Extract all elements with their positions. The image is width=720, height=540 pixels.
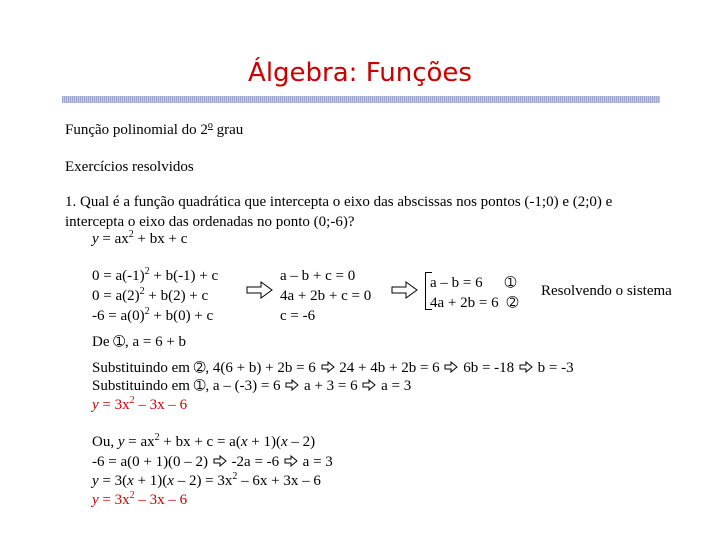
system-equation-2: 4a + 2b = 6 ➁	[430, 295, 519, 311]
implies-arrow-icon	[519, 361, 533, 373]
implies-arrow-icon	[391, 280, 419, 300]
alternative-line-2: -6 = a(0 + 1)(0 – 2) -2a = -6 a = 3	[92, 454, 333, 470]
answer-line-2: $y = 3x^2 - 3x - 6$	[92, 490, 188, 508]
alternative-line-3: $y = 3(x + 1)(x - 2) = 3x^2 - 6x + 3x - 6$	[92, 471, 321, 489]
general-form: $y = ax^2$ + bx + c	[92, 229, 188, 247]
circled-one-icon: ➀	[504, 275, 517, 291]
solution-line-2: Substituindo em ➁, 4(6 + b) + 2b = 6 24 + 4b + 2b = 6 6b = -18 b = -3	[92, 360, 574, 376]
implies-arrow-icon	[284, 455, 298, 467]
solve-note: Resolvendo o sistema	[541, 283, 672, 299]
solution-line-1: De ➀, a = 6 + b	[92, 334, 187, 350]
implies-arrow-icon	[444, 361, 458, 373]
simplified-line-3: c = -6	[280, 308, 316, 324]
substitution-line-1: $0 = a(-1)^2 + b(-1) + c$	[92, 266, 219, 284]
implies-arrow-icon	[321, 361, 335, 373]
solution-line-3: Substituindo em ➀, a – (-3) = 6 a + 3 = 6 a = 3	[92, 378, 412, 394]
alternative-line-1: Ou, $y = ax^2$ + bx + c = a(x + 1)(x – 2)	[92, 432, 316, 450]
implies-arrow-icon	[246, 280, 274, 300]
problem-line-2: intercepta o eixo das ordenadas no ponto (0;-6)?	[65, 214, 355, 230]
section-heading: Exercícios resolvidos	[65, 159, 194, 175]
page-title: Álgebra: Funções	[248, 58, 472, 88]
implies-arrow-icon	[213, 455, 227, 467]
implies-arrow-icon	[285, 379, 299, 391]
title-underline-bar	[62, 96, 660, 103]
problem-line-1: 1. Qual é a função quadrática que intercepta o eixo das abscissas nos pontos (-1;0) e (2;0) e	[65, 194, 613, 210]
system-equation-1: a – b = 6 ➀	[430, 275, 517, 291]
substitution-line-2: $0 = a(2)^2 + b(2) + c$	[92, 286, 209, 304]
subtitle: Função polinomial do 2$^o$ grau	[65, 120, 244, 138]
problem-statement	[65, 192, 665, 232]
implies-arrow-icon	[362, 379, 376, 391]
substitution-line-3: $-6 = a(0)^2 + b(0) + c$	[92, 306, 214, 324]
circled-two-icon: ➁	[506, 295, 519, 311]
simplified-line-1: a – b + c = 0	[280, 268, 356, 284]
simplified-line-2: 4a + 2b + c = 0	[280, 288, 372, 304]
answer-line-1: $y = 3x^2 - 3x - 6$	[92, 395, 188, 413]
